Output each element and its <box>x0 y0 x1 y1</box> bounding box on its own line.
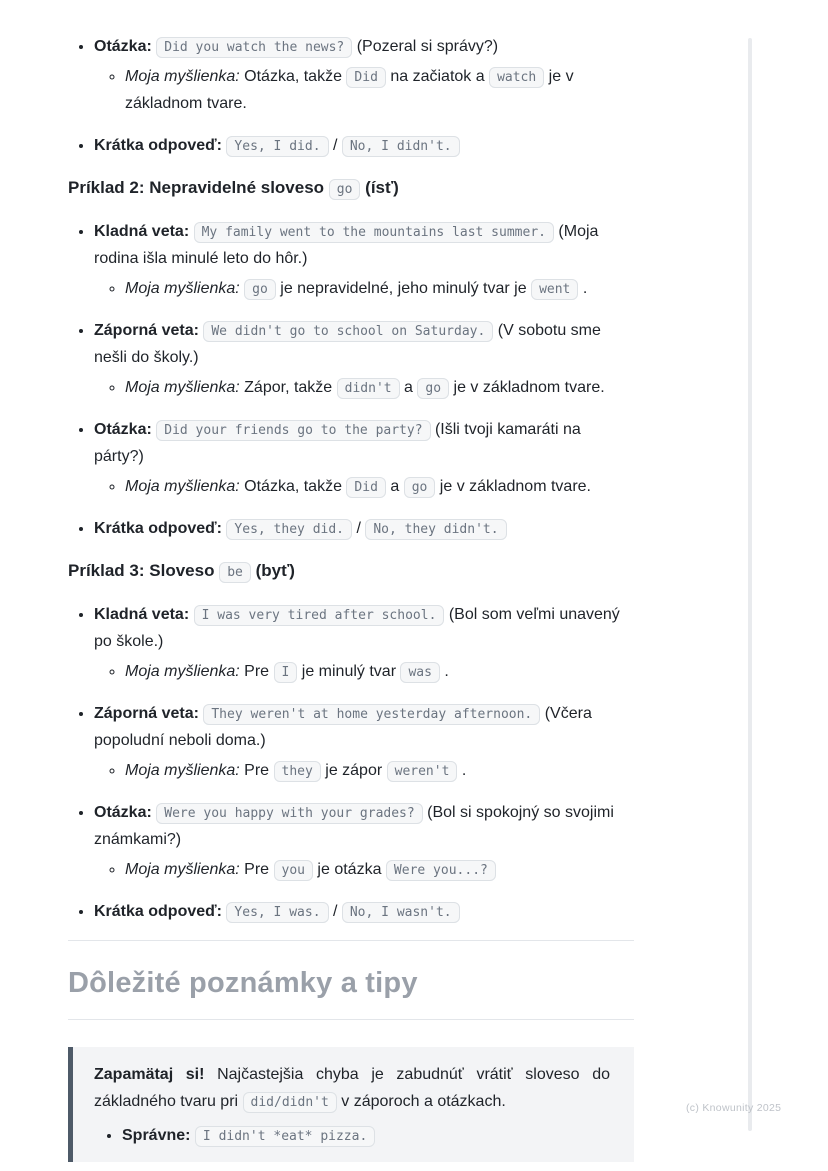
text-segment: . <box>457 762 467 779</box>
list-item <box>94 515 634 542</box>
inline-code: go <box>329 179 361 200</box>
sub-list <box>94 757 634 784</box>
text-segment: Otázka, takže <box>239 478 347 495</box>
text-segment: (Bol si spokojný so svojimi známkami?) <box>94 804 614 848</box>
text-segment: Moja myšlienka: <box>125 68 240 85</box>
text-segment: Krátka odpoveď: <box>94 137 227 154</box>
text-segment: / <box>352 520 366 537</box>
example-heading <box>68 557 634 584</box>
list-item <box>94 799 634 883</box>
callout-note <box>68 1047 634 1162</box>
callout-paragraph <box>94 1061 610 1115</box>
text-segment: Najčastejšia chyba je zabudnúť vrátiť sloveso do základného tvaru pri <box>94 1066 610 1110</box>
sub-list <box>94 275 634 302</box>
inline-code: went <box>531 279 578 300</box>
sub-list <box>94 473 634 500</box>
text-segment: (byť) <box>250 561 295 580</box>
list-item <box>125 63 634 117</box>
inline-code: didn't <box>337 378 400 399</box>
inline-code: My family went to the mountains last summer. <box>194 222 554 243</box>
inline-code: Yes, they did. <box>226 519 352 540</box>
text-segment: (Moja rodina išla minulé leto do hôr.) <box>94 223 599 267</box>
list-item <box>125 374 634 401</box>
inline-code: I <box>274 662 298 683</box>
text-segment: Krátka odpoveď: <box>94 520 227 537</box>
text-segment: a <box>385 478 404 495</box>
list-item <box>125 658 634 685</box>
text-segment: . <box>578 280 588 297</box>
inline-code: watch <box>489 67 544 88</box>
text-segment: Otázka, takže <box>239 68 347 85</box>
text-segment: Moja myšlienka: <box>125 663 240 680</box>
inline-code: be <box>219 562 251 583</box>
inline-code: Yes, I did. <box>226 136 328 157</box>
inline-code: was <box>400 662 439 683</box>
inline-code: you <box>274 860 313 881</box>
text-segment: . <box>439 663 449 680</box>
text-segment: Kladná veta: <box>94 606 194 623</box>
inline-code: go <box>244 279 276 300</box>
list-item <box>94 218 634 302</box>
text-segment: (V sobotu sme nešli do školy.) <box>94 322 601 366</box>
inline-code: I was very tired after school. <box>194 605 445 626</box>
text-segment: Moja myšlienka: <box>125 861 240 878</box>
sub-list <box>94 63 634 117</box>
inline-code: Did you watch the news? <box>156 37 352 58</box>
inline-code: Did your friends go to the party? <box>156 420 430 441</box>
list-item <box>94 317 634 401</box>
section-heading: Dôležité poznámky a tipy <box>68 965 634 1020</box>
bullet-list <box>68 218 634 542</box>
text-segment: Otázka: <box>94 421 157 438</box>
inline-code: did/didn't <box>243 1092 337 1113</box>
text-segment: Moja myšlienka: <box>125 478 240 495</box>
text-segment: Záporná veta: <box>94 322 204 339</box>
text-segment: Príklad 3: Sloveso <box>68 561 220 580</box>
sub-list <box>94 374 634 401</box>
text-segment: na začiatok a <box>385 68 490 85</box>
inline-code: No, I didn't. <box>342 136 460 157</box>
text-segment: Moja myšlienka: <box>125 280 245 297</box>
text-segment: je minulý tvar <box>297 663 401 680</box>
inline-code: Were you...? <box>386 860 496 881</box>
text-segment: v záporoch a otázkach. <box>336 1093 506 1110</box>
inline-code: Did <box>346 477 385 498</box>
text-segment: Správne: <box>122 1127 195 1144</box>
bullet-list <box>68 601 634 925</box>
text-segment: Moja myšlienka: <box>125 379 240 396</box>
list-item <box>122 1122 610 1149</box>
list-item <box>94 700 634 784</box>
list-item <box>94 33 634 117</box>
text-segment: (Išli tvoji kamaráti na párty?) <box>94 421 581 465</box>
inline-code: I didn't *eat* pizza. <box>195 1126 375 1147</box>
list-item <box>125 473 634 500</box>
text-segment: Pre <box>239 762 274 779</box>
text-segment: Kladná veta: <box>94 223 194 240</box>
inline-code: No, I wasn't. <box>342 902 460 923</box>
text-segment: (ísť) <box>360 178 399 197</box>
text-segment: / <box>328 137 342 154</box>
text-segment: Zápor, takže <box>239 379 337 396</box>
text-segment: a <box>399 379 418 396</box>
text-segment: / <box>328 903 342 920</box>
list-item <box>125 275 634 302</box>
list-item <box>125 757 634 784</box>
inline-code: weren't <box>387 761 458 782</box>
text-segment: (Včera popoludní neboli doma.) <box>94 705 592 749</box>
text-segment: Príklad 2: Nepravidelné sloveso <box>68 178 329 197</box>
inline-code: go <box>404 477 436 498</box>
text-segment: je nepravidelné, jeho minulý tvar je <box>275 280 532 297</box>
example-heading <box>68 174 634 201</box>
text-segment: Otázka: <box>94 804 157 821</box>
inline-code: they <box>274 761 321 782</box>
inline-code: They weren't at home yesterday afternoon. <box>203 704 540 725</box>
divider <box>68 940 634 941</box>
text-segment: Pre <box>239 861 274 878</box>
inline-code: Yes, I was. <box>226 902 328 923</box>
list-item <box>94 601 634 685</box>
text-segment: Moja myšlienka: <box>125 762 240 779</box>
text-segment: Záporná veta: <box>94 705 204 722</box>
inline-code: We didn't go to school on Saturday. <box>203 321 493 342</box>
inline-code: go <box>417 378 449 399</box>
text-segment: je v základnom tvare. <box>449 379 605 396</box>
inline-code: No, they didn't. <box>365 519 506 540</box>
text-segment: (Pozeral si správy?) <box>352 38 499 55</box>
list-item <box>94 898 634 925</box>
inline-code: Did <box>346 67 385 88</box>
inline-code: Were you happy with your grades? <box>156 803 422 824</box>
list-item <box>94 132 634 159</box>
sub-list <box>94 856 634 883</box>
text-segment: Pre <box>239 663 274 680</box>
document-content <box>68 33 634 1162</box>
bullet-list <box>68 33 634 159</box>
text-segment: Otázka: <box>94 38 157 55</box>
callout-list <box>94 1122 610 1149</box>
text-segment: Zapamätaj si! <box>94 1066 205 1083</box>
list-item <box>94 416 634 500</box>
text-segment: Krátka odpoveď: <box>94 903 227 920</box>
watermark: (c) Knowunity 2025 <box>686 1102 782 1114</box>
text-segment: je v základnom tvare. <box>125 68 574 112</box>
text-segment: (Bol som veľmi unavený po škole.) <box>94 606 620 650</box>
scrollbar-thumb[interactable] <box>748 38 752 1131</box>
text-segment: je zápor <box>320 762 387 779</box>
list-item <box>125 856 634 883</box>
text-segment: je otázka <box>312 861 386 878</box>
sub-list <box>94 658 634 685</box>
text-segment: je v základnom tvare. <box>435 478 591 495</box>
